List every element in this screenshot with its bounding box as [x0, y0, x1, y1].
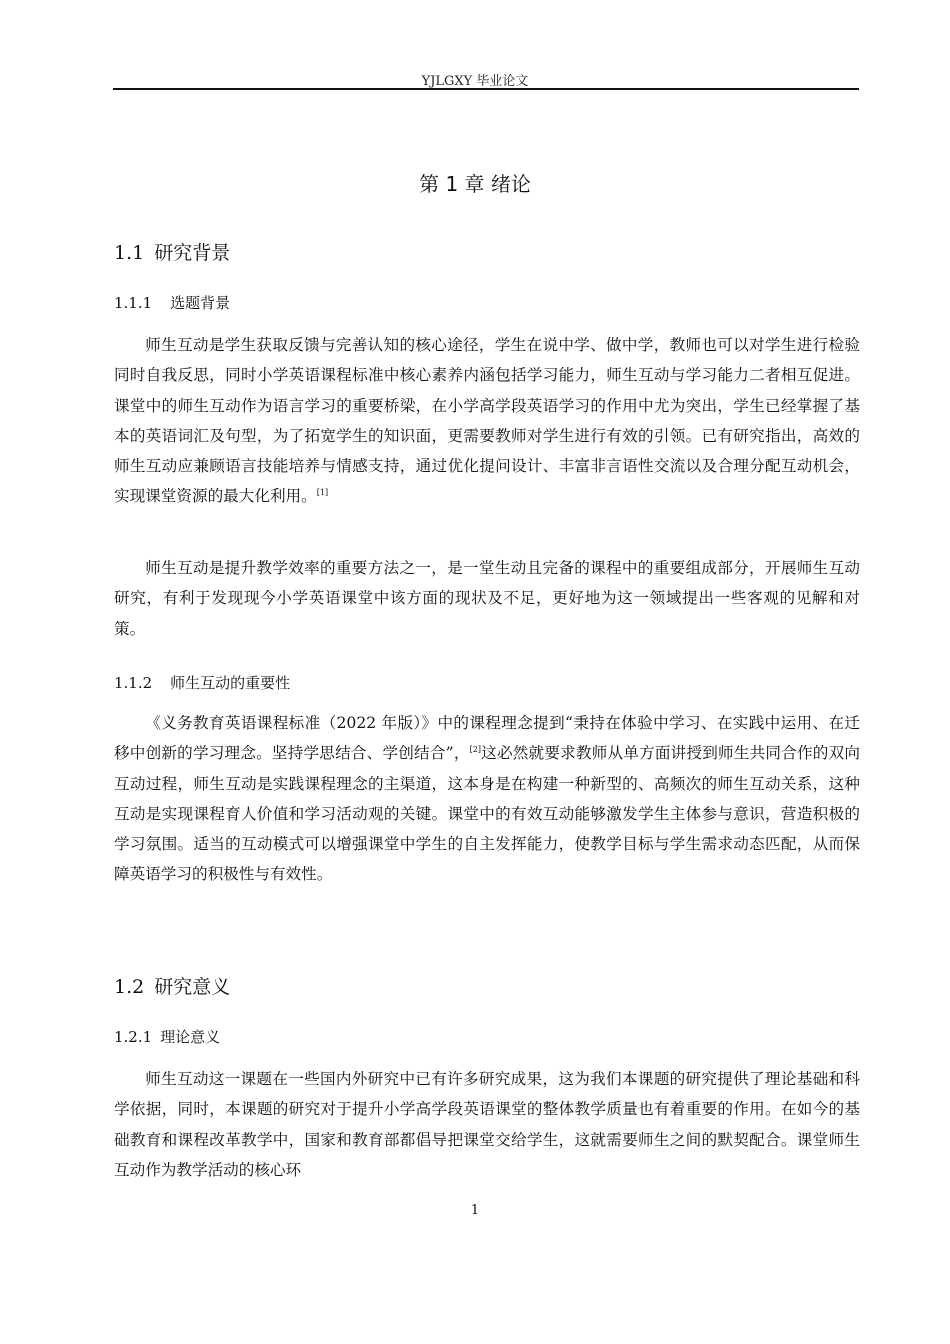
citation-ref: [1] — [316, 488, 329, 498]
page-number: 1 — [470, 1203, 480, 1218]
header-rule — [113, 88, 859, 90]
subsection-number: 1.2.1 — [114, 1028, 153, 1046]
paragraph-4 — [114, 1064, 860, 1185]
subsection-heading-1-2-1 — [114, 1026, 220, 1047]
paragraph-text: 《义务教育英语课程标准（2022 年版）》中的课程理念提到“秉持在体验中学习、在实践中运用、在迁移中创新的学习理念。坚持学思结合、学创结合”， — [114, 714, 860, 763]
paragraph-text-cont: 这必然就要求教师从单方面讲授到师生共同合作的双向互动过程，师生互动是实践课程理念的主渠道，这本身是在构建一种新型的、高频次的师生互动关系，这种互动是实现课程育人价值和学习活动观的关键。课堂中的有效互动能够激发学生主体参与意识，营造积极的学习氛围。适当的互动模式可以增强课堂中学生的自主发挥能力，使教学目标与学生需求动态匹配，从而保障英语学习的积极性与有效性。 — [114, 744, 860, 884]
citation-ref: [2] — [469, 745, 481, 755]
paragraph-3 — [114, 708, 860, 890]
subsection-title: 理论意义 — [160, 1028, 221, 1046]
subsection-title: 选题背景 — [170, 294, 231, 312]
subsection-heading-1-1-1 — [114, 292, 230, 313]
subsection-heading-1-1-2 — [114, 672, 290, 693]
section-number: 1.2 — [114, 976, 145, 998]
section-number: 1.1 — [114, 242, 145, 264]
paragraph-text: 师生互动是学生获取反馈与完善认知的核心途径，学生在说中学、做中学，教师也可以对学生进行检验同时自我反思，同时小学英语课程标准中核心素养内涵包括学习能力，师生互动与学习能力二者相互促进。课堂中的师生互动作为语言学习的重要桥梁，在小学高学段英语学习的作用中尤为突出，学生已经掌握了基本的英语词汇及句型，为了拓宽学生的知识面，更需要教师对学生进行有效的引领。已有研究指出，高效的师生互动应兼顾语言技能培养与情感支持，通过优化提问设计、丰富非言语性交流以及合理分配互动机会，实现课堂资源的最大化利用。 — [114, 336, 860, 506]
paragraph-text: 师生互动这一课题在一些国内外研究中已有许多研究成果，这为我们本课题的研究提供了理论基础和科学依据，同时，本课题的研究对于提升小学高学段英语课堂的整体教学质量也有着重要的作用。在如今的基础教育和课程改革教学中，国家和教育部都倡导把课堂交给学生，这就需要师生之间的默契配合。课堂师生互动作为教学活动的核心环 — [114, 1070, 860, 1179]
section-title: 研究背景 — [154, 242, 231, 264]
chapter-title: 第 1 章 绪论 — [419, 172, 531, 196]
section-heading-1-1 — [114, 238, 230, 265]
paragraph-2 — [114, 553, 860, 644]
section-title: 研究意义 — [154, 976, 231, 998]
paragraph-1 — [114, 330, 860, 512]
running-header: YJLGXY 毕业论文 — [421, 74, 529, 89]
paragraph-text: 师生互动是提升教学效率的重要方法之一，是一堂生动且完备的课程中的重要组成部分，开展师生互动研究，有利于发现现今小学英语课堂中该方面的现状及不足，更好地为这一领域提出一些客观的见解和对策。 — [114, 559, 860, 638]
subsection-number: 1.1.1 — [114, 294, 153, 312]
subsection-number: 1.1.2 — [114, 674, 153, 692]
subsection-title: 师生互动的重要性 — [170, 674, 291, 692]
section-heading-1-2 — [114, 972, 230, 999]
